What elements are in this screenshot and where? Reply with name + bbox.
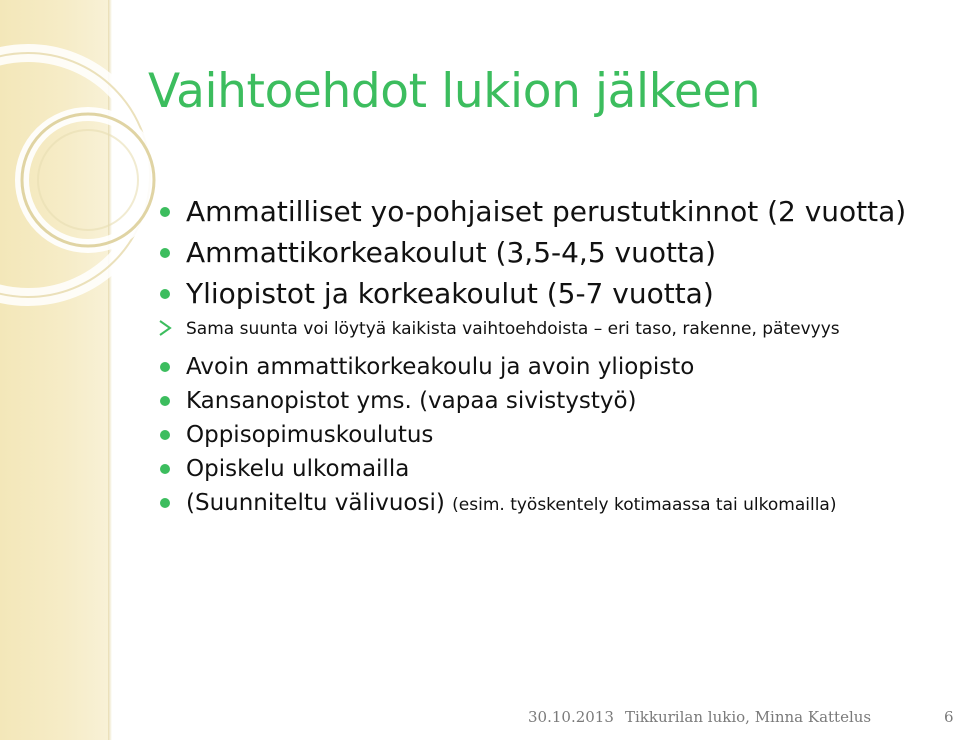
slide-number: 6 xyxy=(944,708,954,726)
bullet-item xyxy=(160,420,940,450)
bullet-item xyxy=(160,277,940,310)
bullet-dot xyxy=(160,498,170,508)
footer-date: 30.10.2013 xyxy=(528,708,614,726)
bullet-item xyxy=(160,454,940,484)
bullet-text: (Suunniteltu välivuosi) xyxy=(186,490,445,516)
bullet-text: Kansanopistot yms. (vapaa sivistystyö) xyxy=(186,388,637,414)
bullet-dot xyxy=(160,396,170,406)
bullet-item xyxy=(160,352,940,382)
bullet-item xyxy=(160,386,940,416)
bullet-text: Avoin ammattikorkeakoulu ja avoin yliopisto xyxy=(186,354,695,380)
footer-author: Tikkurilan lukio, Minna Kattelus xyxy=(625,708,872,726)
bullet-dot xyxy=(160,248,170,258)
arrow-bullet-icon xyxy=(158,320,172,336)
bullet-dot xyxy=(160,362,170,372)
bullet-list xyxy=(160,195,940,524)
bullet-dot xyxy=(160,289,170,299)
bullet-note: (esim. työskentely kotimaassa tai ulkomailla) xyxy=(452,495,837,515)
bullet-dot xyxy=(160,207,170,217)
bullet-dot xyxy=(160,464,170,474)
slide-title: Vaihtoehdot lukion jälkeen xyxy=(148,64,761,119)
bullet-text: Ammatilliset yo-pohjaiset perustutkinnot (2 vuotta) xyxy=(186,195,907,228)
bullet-item xyxy=(160,236,940,269)
bullet-item xyxy=(160,195,940,228)
bullet-text: Oppisopimuskoulutus xyxy=(186,422,434,448)
bullet-text: Opiskelu ulkomailla xyxy=(186,456,410,482)
sub-bullet-text: Sama suunta voi löytyä kaikista vaihtoehdoista – eri taso, rakenne, pätevyys xyxy=(186,319,840,339)
sub-bullet-item xyxy=(160,318,940,340)
bullet-item xyxy=(160,488,940,520)
bullet-dot xyxy=(160,430,170,440)
bullet-text: Ammattikorkeakoulut (3,5-4,5 vuotta) xyxy=(186,236,717,269)
bullet-text: Yliopistot ja korkeakoulut (5-7 vuotta) xyxy=(186,277,714,310)
